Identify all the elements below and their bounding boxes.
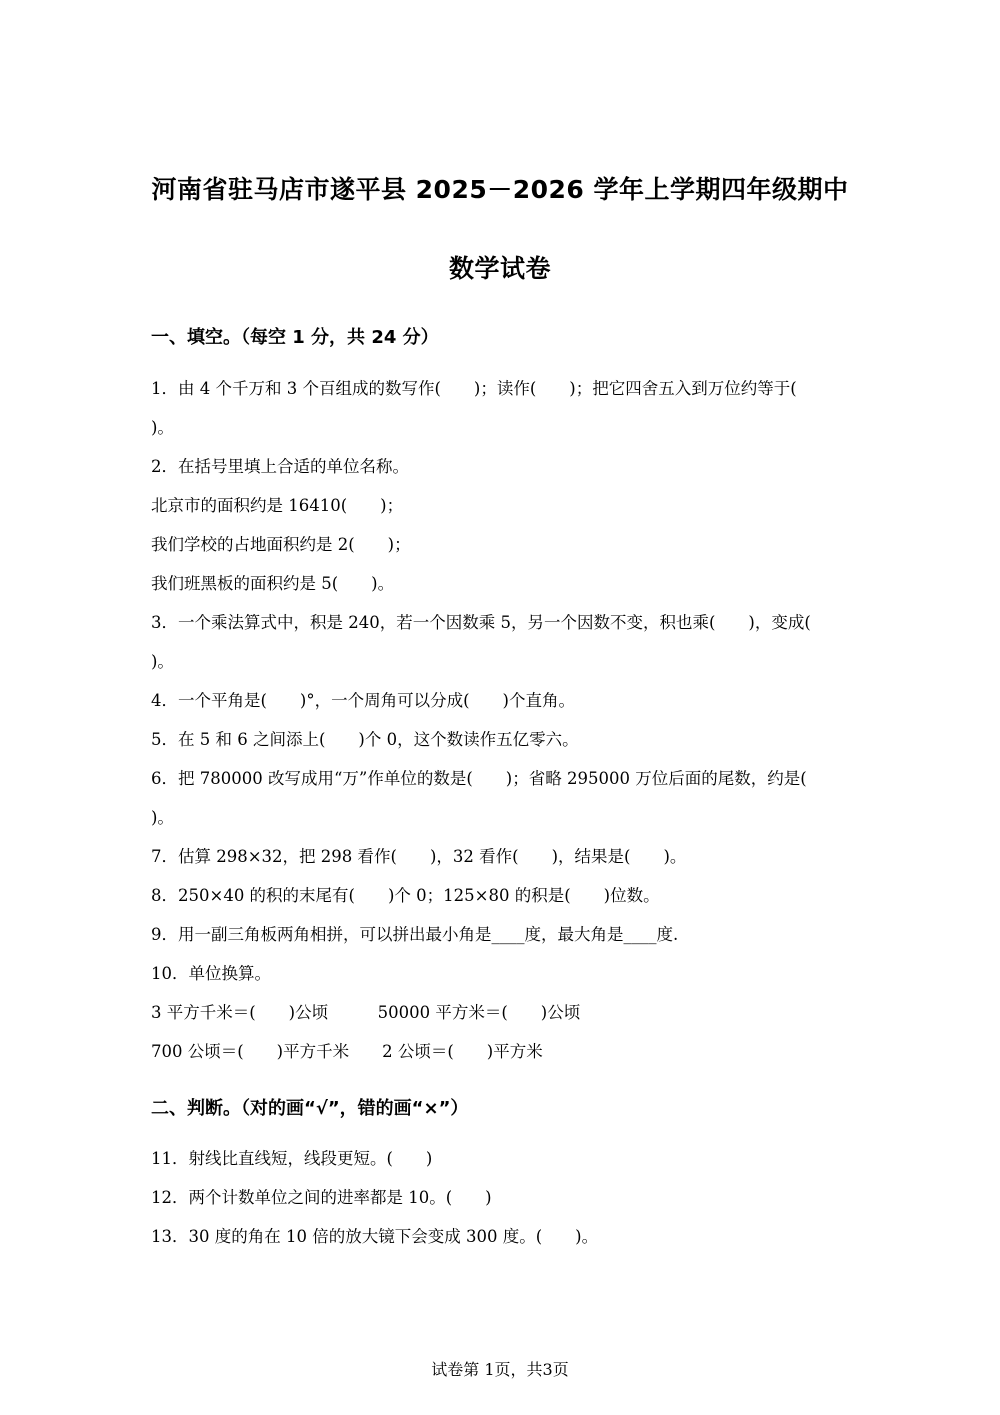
question-line: 7．估算 298×32，把 298 看作( )，32 看作( )，结果是( )。 <box>151 847 687 866</box>
question-line: 13．30 度的角在 10 倍的放大镜下会变成 300 度。( )。 <box>151 1227 599 1246</box>
question-line: 北京市的面积约是 16410( )； <box>151 496 404 515</box>
section1-heading: 一、填空。（每空 1 分，共 24 分） <box>151 327 439 348</box>
question-line: 1．由 4 个千万和 3 个百组成的数写作( )；读作( )；把它四舍五入到万位约等于( <box>151 379 797 398</box>
question-line: 4．一个平角是( )°，一个周角可以分成( )个直角。 <box>151 691 575 710</box>
question-line: 6．把 780000 改写成用“万”作单位的数是( )；省略 295000 万位后面的尾数，约是( <box>151 769 807 788</box>
question-line: 12．两个计数单位之间的进率都是 10。( ) <box>151 1188 492 1207</box>
page-footer: 试卷第 1页，共3页 <box>431 1360 569 1379</box>
question-line: 11．射线比直线短，线段更短。( ) <box>151 1149 433 1168</box>
question-line: 5．在 5 和 6 之间添上( )个 0，这个数读作五亿零六。 <box>151 730 579 749</box>
question-line: 我们学校的占地面积约是 2( )； <box>151 535 411 554</box>
question-line: )。 <box>151 652 174 671</box>
question-line: 700 公顷＝( )平方千米 2 公顷＝( )平方米 <box>151 1042 543 1061</box>
question-line: 2．在括号里填上合适的单位名称。 <box>151 457 409 476</box>
question-line: 9．用一副三角板两角相拼，可以拼出最小角是____度，最大角是____度. <box>151 925 679 944</box>
question-line: 3．一个乘法算式中，积是 240，若一个因数乘 5，另一个因数不变，积也乘( )，变成( <box>151 613 811 632</box>
question-line: 8．250×40 的积的末尾有( )个 0；125×80 的积是( )位数。 <box>151 886 660 905</box>
exam-title-line2: 数学试卷 <box>448 254 551 283</box>
section2-heading: 二、判断。（对的画“√”，错的画“×”） <box>151 1098 469 1119</box>
question-line: 3 平方千米＝( )公顷 50000 平方米＝( )公顷 <box>151 1003 581 1022</box>
exam-title-line1: 河南省驻马店市遂平县 2025－2026 学年上学期四年级期中 <box>151 175 849 204</box>
question-line: )。 <box>151 418 174 437</box>
question-line: )。 <box>151 808 174 827</box>
question-line: 10．单位换算。 <box>151 964 271 983</box>
question-line: 我们班黑板的面积约是 5( )。 <box>151 574 395 593</box>
